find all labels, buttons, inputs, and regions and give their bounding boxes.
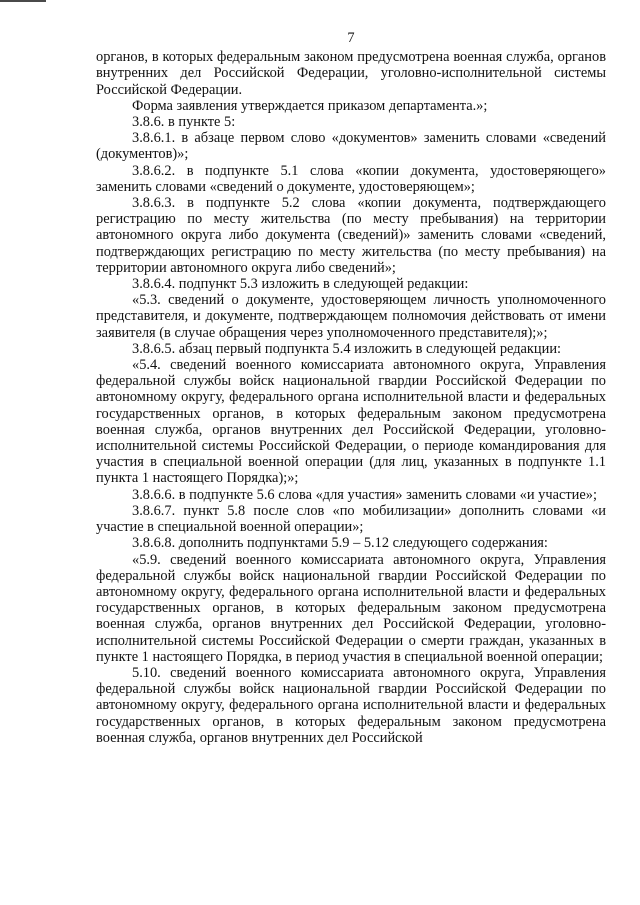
paragraph: «5.4. сведений военного комиссариата автономного округа, Управления федеральной службы войск национальной гвардии Российской Федерации по автономному округу, федерального органа исполнительной власти и федеральных государственных органов, в которых федеральным законом предусмотрена военная служба, органов внутренних дел Российской Федерации, уголовно-исполнительной системы Российской Федерации, о периоде командирования для участия в специальной военной операции (для лиц, указанных в подпункте 1.1 пункта 1 настоящего Порядка);»; xyxy=(96,357,606,487)
paragraph: 5.10. сведений военного комиссариата автономного округа, Управления федеральной службы войск национальной гвардии Российской Федерации по автономному округу, федерального органа исполнительной власти и федеральных государственных органов, в которых федеральным законом предусмотрена военная служба, органов внутренних дел Российской xyxy=(96,664,606,746)
paragraph: 3.8.6.3. в подпункте 5.2 слова «копии документа, подтверждающего регистрацию по месту жительства (по месту пребывания) на территории автономного округа либо документа (сведений)» заменить словами «сведений, подтверждающих регистрацию по месту жительства (по месту пребывания) на территории автономного округа либо сведений»; xyxy=(96,195,606,276)
document-page xyxy=(96,30,606,746)
paragraph: 3.8.6.8. дополнить подпунктами 5.9 – 5.12 следующего содержания: xyxy=(132,535,548,552)
paragraph: 3.8.6.1. в абзаце первом слово «документов» заменить словами «сведений (документов)»; xyxy=(96,130,606,163)
paragraph: 3.8.6.6. в подпункте 5.6 слова «для участия» заменить словами «и участие»; xyxy=(132,486,597,503)
scan-edge-mark xyxy=(0,0,46,2)
paragraph: 3.8.6. в пункте 5: xyxy=(132,114,236,131)
paragraph: 3.8.6.7. пункт 5.8 после слов «по мобилизации» дополнить словами «и участие в специальной военной операции»; xyxy=(96,502,606,536)
paragraph: «5.3. сведений о документе, удостоверяющем личность уполномоченного представителя, и документе, подтверждающем полномочия действовать от имени заявителя (в случае обращения через уполномоченного представителя);»; xyxy=(96,292,606,341)
paragraph: 3.8.6.2. в подпункте 5.1 слова «копии документа, удостоверяющего» заменить словами «сведений о документе, удостоверяющем»; xyxy=(96,162,606,195)
paragraph: 3.8.6.4. подпункт 5.3 изложить в следующей редакции: xyxy=(132,276,469,293)
paragraph: 3.8.6.5. абзац первый подпункта 5.4 изложить в следующей редакции: xyxy=(132,340,562,357)
paragraph: органов, в которых федеральным законом предусмотрена военная служба, органов внутренних дел Российской Федерации, уголовно-исполнительной системы Российской Федерации. xyxy=(96,49,606,98)
page-number: 7 xyxy=(347,30,355,46)
paragraph: «5.9. сведений военного комиссариата автономного округа, Управления федеральной службы войск национальной гвардии Российской Федерации по автономному округу, федерального органа исполнительной власти и федеральных государственных органов, в которых федеральным законом предусмотрена военная служба, органов внутренних дел Российской Федерации, уголовно-исполнительной системы Российской Федерации о смерти граждан, указанных в пункте 1 настоящего Порядка, в период участия в специальной военной операции; xyxy=(96,551,606,665)
paragraph: Форма заявления утверждается приказом департамента.»; xyxy=(132,97,488,114)
